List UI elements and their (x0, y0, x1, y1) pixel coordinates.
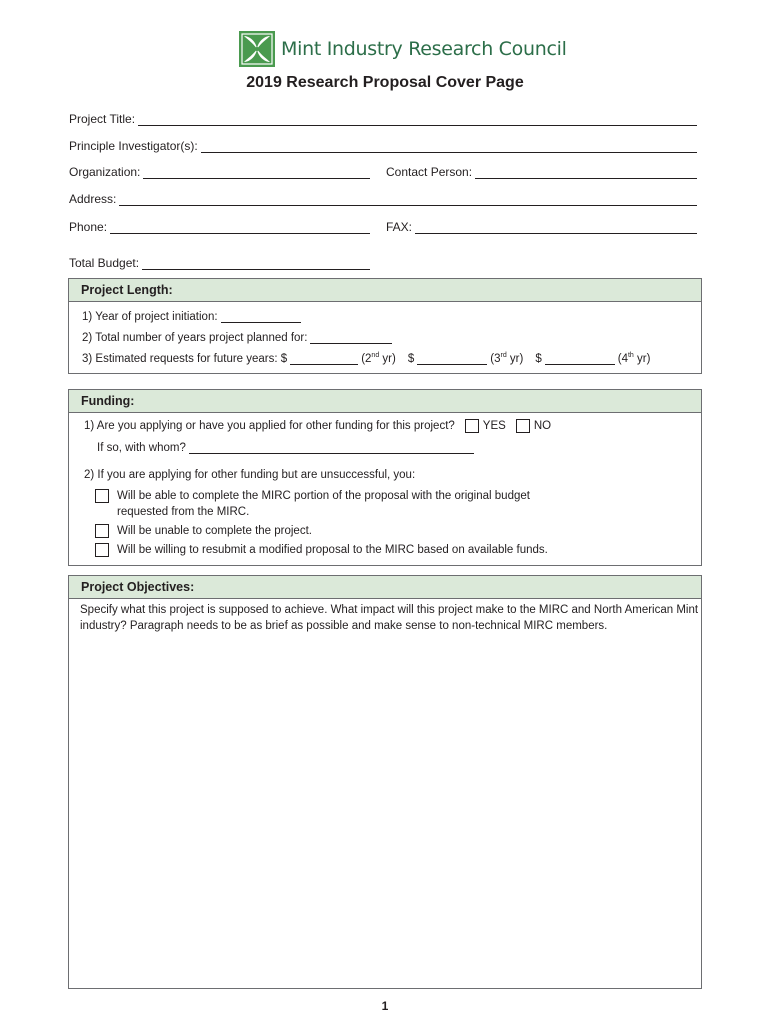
year4-label: (4th yr) (617, 352, 651, 365)
address-blank[interactable] (119, 195, 697, 206)
total-years-blank[interactable] (310, 333, 392, 344)
project-objectives-heading: Project Objectives: (69, 576, 701, 599)
objectives-text-area[interactable] (69, 636, 701, 988)
year2-amount-blank[interactable] (290, 354, 358, 365)
total-years-label: 2) Total number of years project planned for: (82, 332, 308, 344)
project-length-heading: Project Length: (69, 279, 701, 302)
option-complete-original[interactable] (95, 488, 530, 520)
funding-heading: Funding: (69, 390, 701, 413)
future-requests-label: 3) Estimated requests for future years: $ (82, 353, 288, 365)
initiation-year-label: 1) Year of project initiation: (82, 311, 218, 323)
option-unable[interactable] (95, 523, 312, 539)
resubmit-checkbox[interactable] (95, 543, 109, 557)
with-whom-label: If so, with whom? (97, 442, 186, 454)
with-whom-blank[interactable] (189, 443, 474, 454)
organization-blank[interactable] (143, 168, 370, 179)
page-number: 1 (381, 999, 389, 1013)
future-requests-item (82, 353, 650, 365)
initiation-year-item (82, 311, 304, 323)
project-title-blank[interactable] (138, 115, 697, 126)
complete-original-label-2: requested from the MIRC. (117, 506, 250, 518)
phone-field[interactable] (69, 218, 370, 234)
yes-label: YES (482, 420, 506, 432)
org-name: Mint Industry Research Council (281, 38, 567, 60)
unable-label: Will be unable to complete the project. (117, 525, 312, 537)
objectives-instructions: Specify what this project is supposed to achieve. What impact will this project make to the MIRC and North American Mint industry? Paragraph needs to be as brief as possible and make sense to non-technical MIRC members. (80, 604, 699, 632)
organization-label: Organization: (69, 165, 141, 179)
address-label: Address: (69, 192, 117, 206)
year4-dollar: $ (535, 353, 542, 365)
year4-amount-blank[interactable] (545, 354, 615, 365)
year3-dollar: $ (407, 353, 415, 365)
unsuccessful-question (84, 469, 415, 481)
contact-person-blank[interactable] (475, 168, 697, 179)
year3-amount-blank[interactable] (417, 354, 487, 365)
unable-checkbox[interactable] (95, 524, 109, 538)
resubmit-label: Will be willing to resubmit a modified proposal to the MIRC based on available funds. (117, 544, 548, 556)
phone-label: Phone: (69, 220, 108, 234)
total-budget-field[interactable] (69, 254, 370, 270)
contact-person-field[interactable] (386, 163, 697, 179)
other-funding-label: 1) Are you applying or have you applied for other funding for this project? (84, 420, 455, 432)
unsuccessful-label: 2) If you are applying for other funding but are unsuccessful, you: (84, 469, 416, 481)
leaf-logo-icon (239, 31, 275, 67)
total-budget-label: Total Budget: (69, 256, 140, 270)
complete-original-label-1: Will be able to complete the MIRC portion of the proposal with the original budget (117, 490, 530, 502)
contact-person-label: Contact Person: (386, 165, 473, 179)
fax-field[interactable] (386, 218, 697, 234)
complete-original-checkbox[interactable] (95, 489, 109, 503)
principal-investigator-blank[interactable] (201, 142, 697, 153)
year3-label: (3rd yr) (490, 352, 524, 365)
fax-blank[interactable] (415, 223, 697, 234)
organization-field[interactable] (69, 163, 370, 179)
principal-investigator-field[interactable] (69, 137, 697, 153)
with-whom-item (97, 442, 477, 454)
address-field[interactable] (69, 190, 697, 206)
page-title: 2019 Research Proposal Cover Page (246, 74, 524, 91)
total-budget-blank[interactable] (142, 259, 370, 270)
no-checkbox[interactable] (516, 419, 530, 433)
phone-blank[interactable] (110, 223, 370, 234)
year2-label: (2nd yr) (361, 352, 396, 365)
principal-investigator-label: Principle Investigator(s): (69, 139, 198, 153)
org-logo (239, 30, 567, 68)
yes-checkbox[interactable] (465, 419, 479, 433)
project-title-field[interactable] (69, 110, 697, 126)
total-years-item (82, 332, 395, 344)
project-title-label: Project Title: (69, 112, 136, 126)
option-resubmit[interactable] (95, 542, 548, 558)
no-label: NO (533, 420, 552, 432)
initiation-year-blank[interactable] (221, 312, 301, 323)
fax-label: FAX: (386, 220, 413, 234)
other-funding-question (84, 419, 551, 433)
